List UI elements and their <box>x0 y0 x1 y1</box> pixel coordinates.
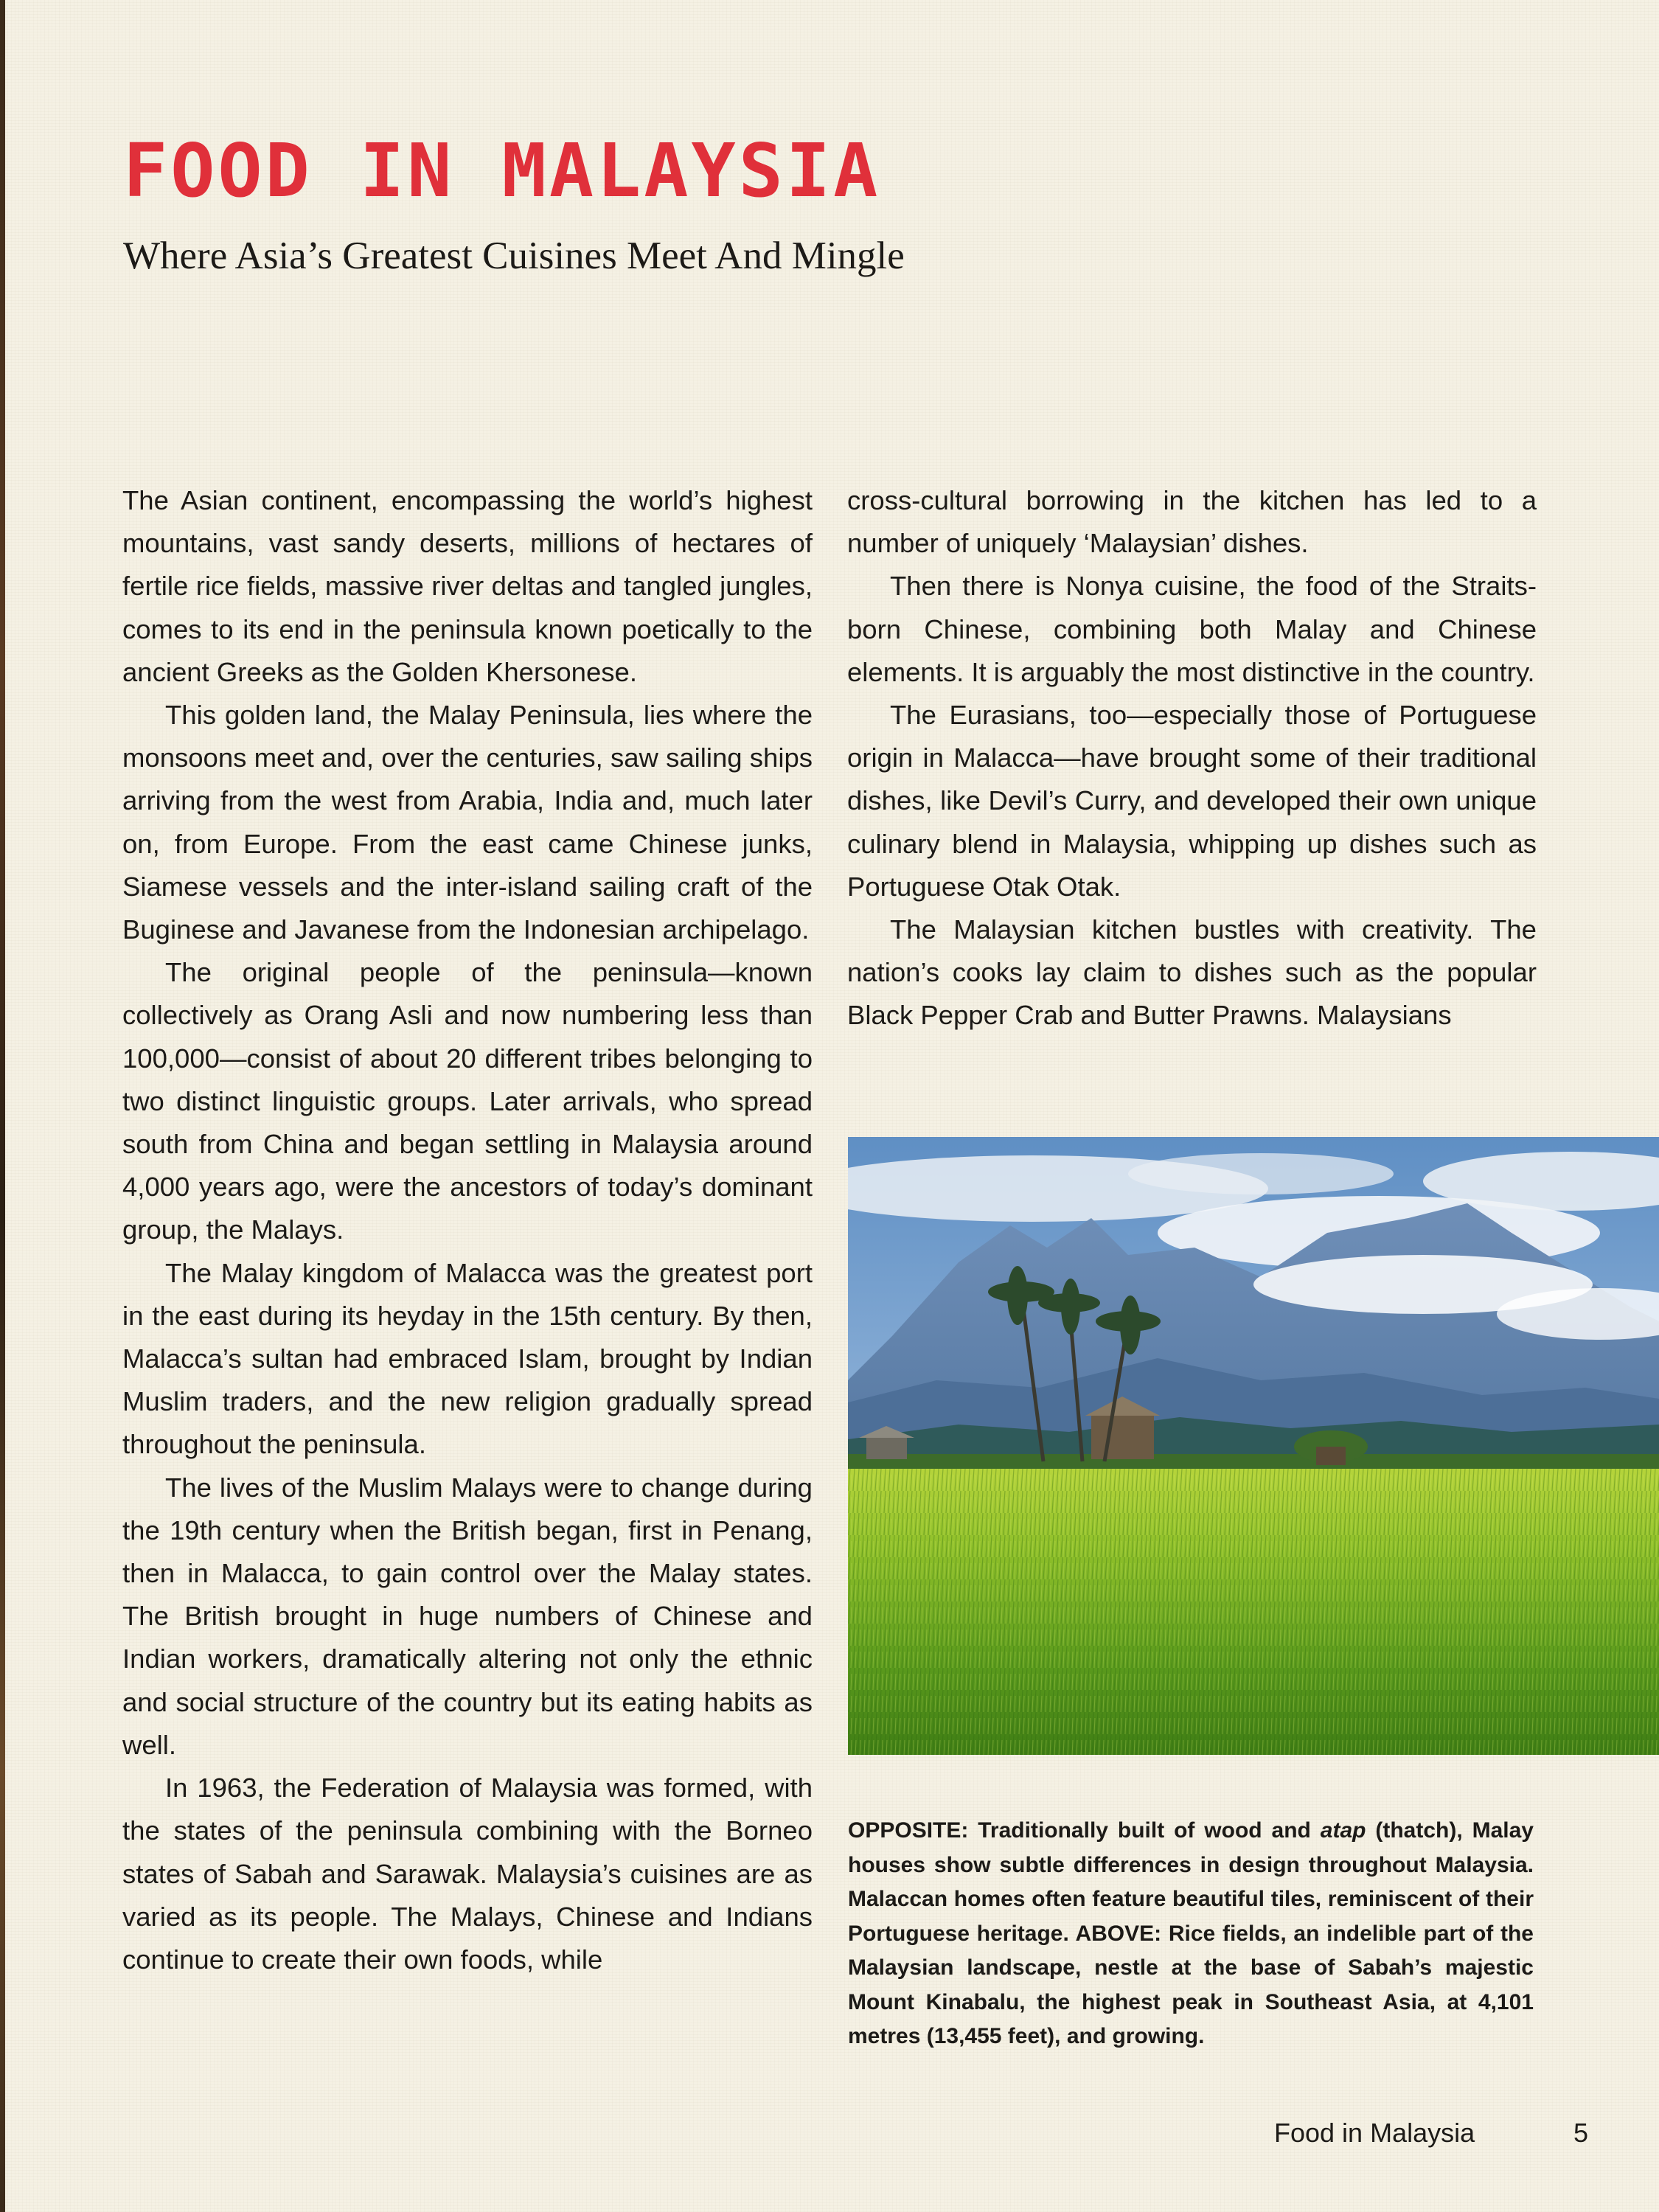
paragraph: The Malaysian kitchen bustles with creativity. The nation’s cooks lay claim to dishes such as the popular Black Pepper Crab and Butter Prawns. Malaysians <box>847 914 1537 1031</box>
caption-label-above: ABOVE: <box>1075 1921 1162 1946</box>
paragraph: The Malay kingdom of Malacca was the greatest port in the east during its heyday in the 15th century. By then, Malacca’s sultan had embraced Islam, brought by Indian Muslim traders, and the new religion gradually spread throughout the peninsula. <box>122 1257 813 1460</box>
paragraph: The lives of the Muslim Malays were to change during the 19th century when the British began, first in Penang, then in Malacca, to gain control over the Malay states. The British brought in huge numbers of Chinese and Indian workers, dramatically altering not only the ethnic and social structure of the country but its eating habits as well. <box>122 1472 813 1760</box>
caption-text: (thatch), Malay houses show subtle differences in design throughout Malaysia. Malaccan homes often feature beautiful tiles, reminiscent of their Portuguese heritage. <box>848 1818 1534 1946</box>
paragraph: The Asian continent, encompassing the world’s highest mountains, vast sandy deserts, millions of hectares of fertile rice fields, massive river deltas and tangled jungles, comes to its end in the peninsula known poetically to the ancient Greeks as the Golden Khersonese. <box>122 485 813 687</box>
caption-text: Traditionally built of wood and <box>978 1818 1311 1843</box>
paragraph: Then there is Nonya cuisine, the food of the Straits-born Chinese, combining both Malay and Chinese elements. It is arguably the most distinctive in the country. <box>847 571 1537 687</box>
paragraph: This golden land, the Malay Peninsula, lies where the monsoons meet and, over the centuries, saw sailing ships arriving from the west from Arabia, India and, much later on, from Europe. From the east came Chinese junks, Siamese vessels and the inter-island sailing craft of the Buginese and Javanese from the Indonesian archipelago. <box>122 700 813 945</box>
page-number: 5 <box>1573 2118 1589 2148</box>
running-footer-title: Food in Malaysia <box>1274 2118 1475 2148</box>
body-column-right <box>847 479 1537 1037</box>
paragraph: cross-cultural borrowing in the kitchen has led to a number of uniquely ‘Malaysian’ dishes. <box>847 485 1537 559</box>
caption-text: Rice fields, an indelible part of the Malaysian landscape, nestle at the base of Sabah’s majestic Mount Kinabalu, the highest peak in Southeast Asia, at 4,101 metres (13,455 feet), and growing. <box>848 1921 1534 2048</box>
page-edge <box>0 0 5 2212</box>
page-title: FOOD IN MALAYSIA <box>123 128 881 214</box>
caption-label-opposite: OPPOSITE: <box>848 1818 969 1843</box>
paragraph: The original people of the peninsula—known collectively as Orang Asli and now numbering less than 100,000—consist of about 20 different tribes belonging to two distinct linguistic groups. Later arrivals, who spread south from China and began settling in Malaysia around 4,000 years ago, were the ancestors of today’s dominant group, the Malays. <box>122 957 813 1245</box>
rice-field-photo <box>848 1137 1659 1755</box>
photo-caption <box>848 1814 1534 2054</box>
body-column-left <box>122 479 813 1981</box>
paragraph: In 1963, the Federation of Malaysia was formed, with the states of the peninsula combining with the Borneo states of Sabah and Sarawak. Malaysia’s cuisines are as varied as its people. The Malays, Chinese and Indians continue to create their own foods, while <box>122 1773 813 1975</box>
page-subtitle: Where Asia’s Greatest Cuisines Meet And Mingle <box>123 234 905 277</box>
caption-italic-term: atap <box>1320 1818 1366 1843</box>
paragraph: The Eurasians, too—especially those of Portuguese origin in Malacca—have brought some of their traditional dishes, like Devil’s Curry, and developed their own unique culinary blend in Malaysia, whipping up dishes such as Portuguese Otak Otak. <box>847 700 1537 902</box>
